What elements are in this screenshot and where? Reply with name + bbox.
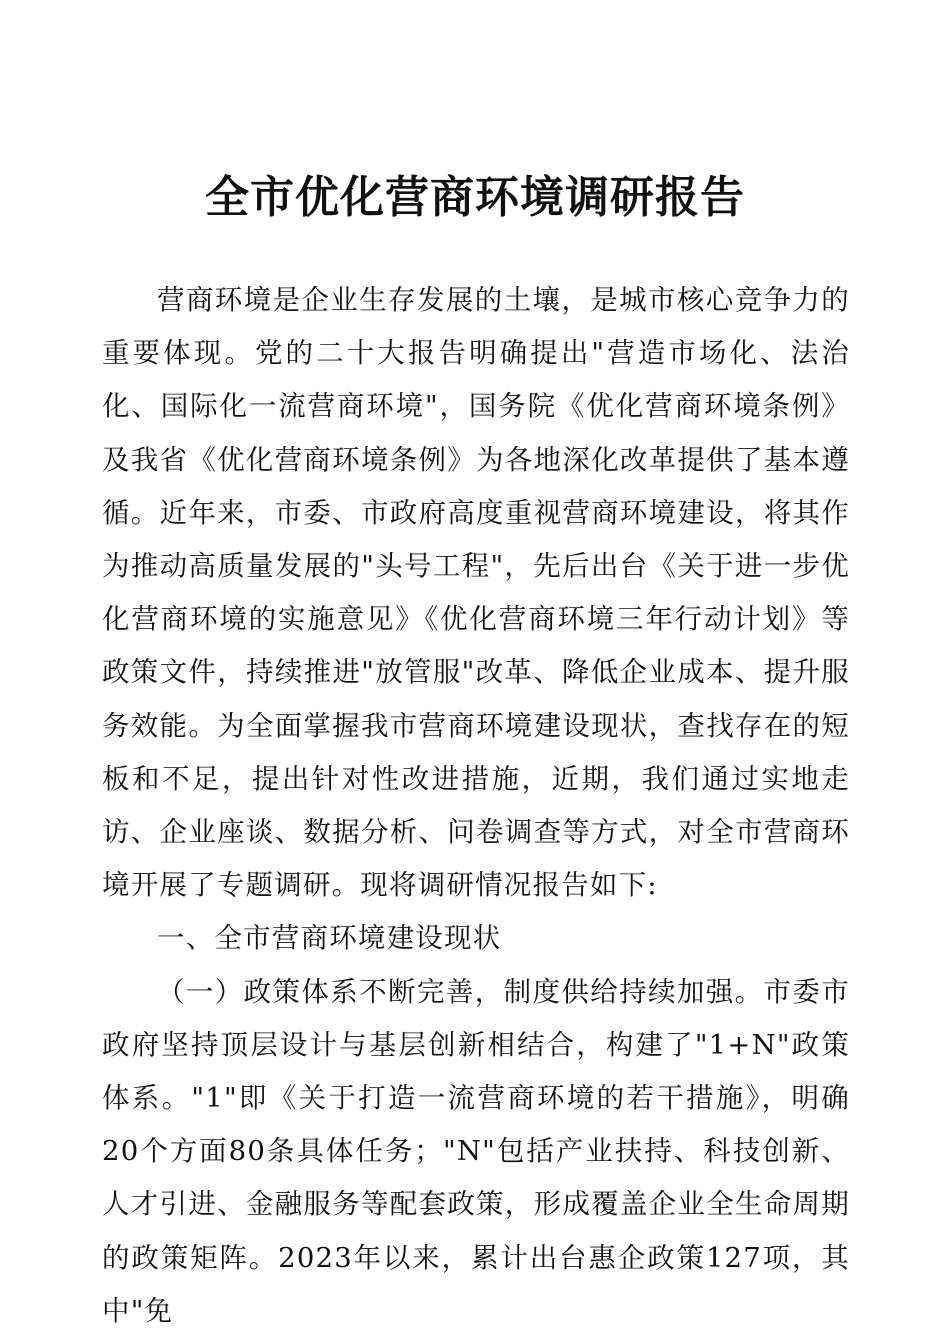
section-1-paragraph-1: （一）政策体系不断完善，制度供给持续加强。市委市政府坚持顶层设计与基层创新相结合，构建了"1+N"政策体系。"1"即《关于打造一流营商环境的若干措施》，明确20个方面80条具体任务；"N"包括产业扶持、科技创新、人才引进、金融服务等配套政策，形成覆盖企业全生命周期的政策矩阵。2023年以来，累计出台惠企政策127项，其中"免 (102, 975, 850, 1327)
intro-paragraph: 营商环境是企业生存发展的土壤，是城市核心竞争力的重要体现。党的二十大报告明确提出"营造市场化、法治化、国际化一流营商环境"，国务院《优化营商环境条例》及我省《优化营商环境条例》为各地深化改革提供了基本遵循。近年来，市委、市政府高度重视营商环境建设，将其作为推动高质量发展的"头号工程"，先后出台《关于进一步优化营商环境的实施意见》《优化营商环境三年行动计划》等政策文件，持续推进"放管服"改革、降低企业成本、提升服务效能。为全面掌握我市营商环境建设现状，查找存在的短板和不足，提出针对性改进措施，近期，我们通过实地走访、企业座谈、数据分析、问卷调查等方式，对全市营商环境开展了专题调研。现将调研情况报告如下: (102, 284, 850, 902)
section-1-heading: 一、全市营商环境建设现状 (157, 922, 502, 955)
document-title: 全市优化营商环境调研报告 (205, 172, 745, 223)
document-body (102, 274, 850, 1338)
